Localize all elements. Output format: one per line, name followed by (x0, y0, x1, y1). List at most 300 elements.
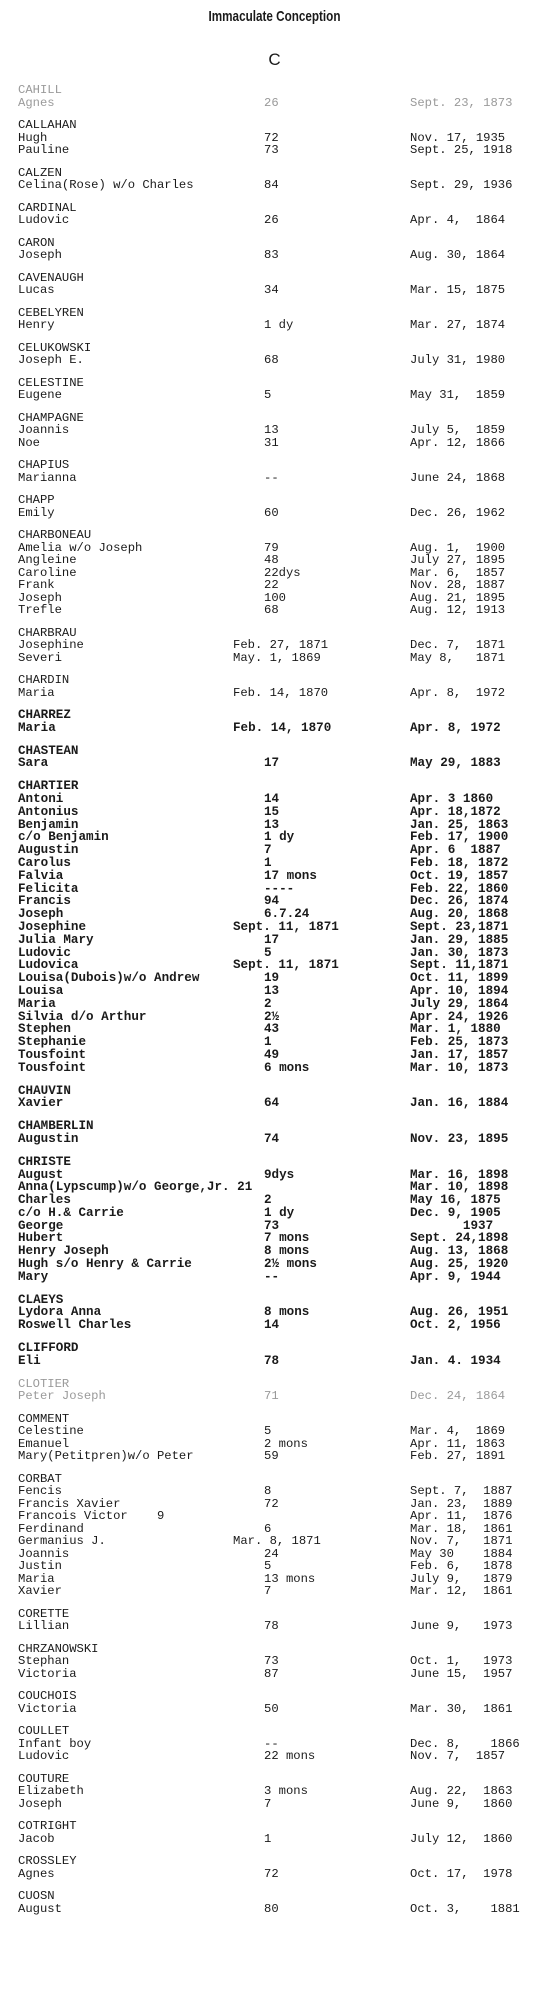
given-name: Augustin (18, 1131, 79, 1146)
surname-group (18, 1608, 540, 1633)
given-name: August (18, 1167, 64, 1182)
age-at-death: 5 (264, 388, 272, 402)
age-at-death: 48 (264, 553, 279, 567)
age-at-death: 5 (264, 945, 272, 960)
death-date: Apr. 11, 1876 (410, 1509, 513, 1524)
surname-heading: COUCHOIS (18, 1689, 77, 1704)
death-date: Mar. 10, 1898 (410, 1180, 509, 1195)
surname-group (18, 1643, 540, 1681)
entry-row (18, 921, 540, 934)
death-date: May 29, 1883 (410, 756, 501, 771)
entry-row (18, 1620, 540, 1633)
entry-row (18, 1655, 540, 1668)
age-at-death: 79 (264, 540, 279, 555)
death-date: Mar. 10, 1873 (410, 1060, 509, 1075)
age-at-death: 13 (264, 423, 279, 437)
entry-row (18, 1798, 540, 1811)
death-date: Dec. 8, 1866 (410, 1736, 520, 1751)
given-name: Infant boy (18, 1736, 92, 1751)
given-name: Jacob (18, 1831, 55, 1846)
entry-row (18, 319, 540, 332)
entry-row (18, 1903, 540, 1916)
age-at-death: 17 (264, 932, 280, 947)
age-at-death: 84 (264, 178, 279, 192)
surname-heading: CLIFFORD (18, 1341, 79, 1356)
death-date: Mar. 6, 1857 (410, 565, 506, 580)
given-name: Antonius (18, 804, 79, 819)
age-at-death: 68 (264, 603, 279, 617)
surname-heading: CALLAHAN (18, 118, 77, 132)
age-at-death: 31 (264, 435, 279, 450)
entry-row (18, 687, 540, 700)
surname-group (18, 709, 540, 735)
birth-date: Feb. 14, 1870 (233, 685, 329, 700)
age-at-death: 3 mons (264, 1784, 308, 1799)
death-date: Jan. 23, 1889 (410, 1496, 513, 1511)
entry-row (18, 579, 540, 592)
surname-heading: CUOSN (18, 1889, 55, 1904)
given-name: Ludovic (18, 1749, 70, 1764)
given-name: c/o H.& Carrie (18, 1205, 124, 1220)
given-name: Victoria (18, 1666, 77, 1681)
death-date: Sept. 11,1871 (410, 958, 509, 973)
surname-group (18, 627, 540, 665)
entry-row (18, 1868, 540, 1881)
burial-entries-list (18, 84, 540, 1925)
given-name: Maria (18, 996, 56, 1011)
age-at-death: -- (264, 470, 279, 485)
age-at-death: 5 (264, 1559, 272, 1574)
death-date: Nov. 7, 1871 (410, 1534, 513, 1549)
given-name: Justin (18, 1559, 62, 1574)
age-at-death: 1 (264, 1035, 272, 1050)
death-date: Feb. 18, 1872 (410, 855, 509, 870)
given-name: Amelia w/o Joseph (18, 540, 143, 555)
death-date: Jan. 4. 1934 (410, 1353, 501, 1368)
age-at-death: 17 mons (264, 868, 317, 883)
surname-group (18, 167, 540, 192)
death-date: Aug. 13, 1868 (410, 1244, 509, 1259)
surname-group (18, 84, 540, 109)
surname-group (18, 1820, 540, 1845)
death-date: Apr. 4, 1864 (410, 213, 506, 227)
age-at-death: 24 (264, 1546, 279, 1561)
entry-row (18, 870, 540, 883)
surname-heading: COUTURE (18, 1771, 70, 1786)
age-at-death: -- (264, 1736, 279, 1751)
entry-row (18, 806, 540, 819)
given-name: Xavier (18, 1096, 64, 1111)
given-name: Henry Joseph (18, 1244, 109, 1259)
given-name: Tousfoint (18, 1047, 87, 1062)
entry-row (18, 1390, 540, 1403)
surname-heading: CHAUVIN (18, 1083, 71, 1098)
entry-row (18, 1258, 540, 1271)
death-date: Mar. 16, 1898 (410, 1167, 509, 1182)
age-at-death: 6 mons (264, 1060, 310, 1075)
surname-heading: CHASTEAN (18, 743, 79, 758)
surname-group (18, 1294, 540, 1332)
given-name: Mary(Petitpren)w/o Peter (18, 1449, 194, 1464)
entry-row (18, 354, 540, 367)
age-at-death: 26 (264, 213, 279, 227)
given-name: Louisa(Dubois)w/o Andrew (18, 971, 200, 986)
birth-date: May. 1, 1869 (233, 650, 321, 665)
death-date: Oct. 11, 1899 (410, 971, 509, 986)
age-at-death: 94 (264, 894, 280, 909)
birth-date: Mar. 8, 1871 (233, 1534, 321, 1549)
surname-heading: CHAMPAGNE (18, 410, 84, 425)
death-date: Sept. 24,1898 (410, 1231, 509, 1246)
surname-heading: COTRIGHT (18, 1819, 77, 1834)
given-name: Lydora Anna (18, 1305, 102, 1320)
entry-row (18, 857, 540, 870)
age-at-death: 1 dy (264, 318, 294, 332)
entry-row (18, 1560, 540, 1573)
entry-row (18, 437, 540, 450)
death-date: Jan. 25, 1863 (410, 817, 509, 832)
given-name: Stephen (18, 1022, 71, 1037)
given-name: Falvia (18, 868, 64, 883)
age-at-death: 73 (264, 1654, 279, 1669)
birth-date: Feb. 27, 1871 (233, 638, 329, 652)
surname-heading: CELUKOWSKI (18, 340, 92, 355)
age-at-death: 2 mons (264, 1436, 308, 1451)
surname-heading: CORBAT (18, 1471, 62, 1486)
given-name: Germanius J. (18, 1534, 106, 1549)
age-at-death: 22dys (264, 565, 301, 580)
entry-row (18, 214, 540, 227)
entry-row (18, 998, 540, 1011)
age-at-death: ---- (264, 881, 295, 896)
death-date: Dec. 26, 1874 (410, 894, 509, 909)
given-name: Anna(Lypscump)w/o George,Jr. 21 (18, 1180, 253, 1195)
death-date: Sept. 23,1871 (410, 919, 509, 934)
death-date: Mar. 27, 1874 (410, 318, 506, 332)
given-name: Antoni (18, 791, 64, 806)
age-at-death: 83 (264, 248, 279, 262)
death-date: Oct. 17, 1978 (410, 1866, 513, 1881)
surname-heading: CHARBONEAU (18, 528, 92, 542)
given-name: Lucas (18, 283, 55, 297)
surname-heading: CHARREZ (18, 708, 71, 722)
section-letter: C (268, 50, 281, 69)
age-at-death: 2½ mons (264, 1257, 317, 1272)
given-name: Ludovica (18, 958, 79, 973)
death-date: July 27, 1895 (410, 553, 506, 567)
entry-row (18, 757, 540, 770)
given-name: Ferdinand (18, 1521, 84, 1536)
given-name: Maria (18, 1571, 55, 1586)
given-name: Francois Victor 9 (18, 1509, 165, 1524)
death-date: July 5, 1859 (410, 423, 506, 437)
surname-group (18, 1773, 540, 1811)
death-date: Jan. 29, 1885 (410, 932, 509, 947)
death-date: Nov. 28, 1887 (410, 578, 506, 592)
given-name: Stephanie (18, 1035, 87, 1050)
entry-row (18, 389, 540, 402)
age-at-death: 13 mons (264, 1571, 316, 1586)
surname-group (18, 494, 540, 519)
age-at-death: 100 (264, 590, 286, 605)
age-at-death: 8 mons (264, 1305, 310, 1320)
death-date: Dec. 24, 1864 (410, 1389, 506, 1404)
surname-heading: COMMENT (18, 1411, 70, 1426)
entry-row (18, 1750, 540, 1763)
death-date: Jan. 30, 1873 (410, 945, 509, 960)
given-name: August (18, 1901, 62, 1916)
entry-row (18, 652, 540, 665)
death-date: Sept. 23, 1873 (410, 95, 513, 110)
surname-heading: CAHILL (18, 83, 62, 97)
death-date: Aug. 30, 1864 (410, 248, 506, 262)
age-at-death: 64 (264, 1096, 280, 1111)
entry-row (18, 1425, 540, 1438)
given-name: Emily (18, 505, 55, 520)
entry-row (18, 1833, 540, 1846)
given-name: Louisa (18, 983, 64, 998)
age-at-death: 73 (264, 1218, 280, 1233)
entry-row (18, 424, 540, 437)
entry-row (18, 1355, 540, 1368)
given-name: Hubert (18, 1231, 64, 1246)
death-date: Oct. 2, 1956 (410, 1318, 501, 1333)
given-name: Celestine (18, 1424, 84, 1439)
surname-group (18, 459, 540, 484)
death-date: Mar. 15, 1875 (410, 283, 506, 297)
given-name: Julia Mary (18, 932, 94, 947)
surname-group (18, 745, 540, 771)
death-date: Apr. 12, 1866 (410, 435, 506, 450)
entry-row (18, 1097, 540, 1110)
given-name: Peter Joseph (18, 1389, 106, 1404)
surname-heading: CHAMBERLIN (18, 1119, 94, 1134)
given-name: Frank (18, 578, 55, 592)
age-at-death: 19 (264, 971, 280, 986)
entry-row (18, 793, 540, 806)
age-at-death: 22 (264, 578, 279, 592)
surname-group (18, 412, 540, 450)
age-at-death: 1 dy (264, 830, 295, 845)
given-name: Caroline (18, 565, 77, 580)
given-name: Maria (18, 685, 55, 700)
death-date: Aug. 12, 1913 (410, 603, 506, 617)
entry-row (18, 179, 540, 192)
death-date: Apr. 18,1872 (410, 804, 501, 819)
given-name: Xavier (18, 1584, 62, 1599)
surname-heading: CARON (18, 235, 55, 250)
surname-group (18, 1085, 540, 1111)
age-at-death: 1 (264, 1831, 272, 1846)
age-at-death: 1 (264, 855, 272, 870)
death-date: July 9, 1879 (410, 1571, 513, 1586)
surname-heading: CLAEYS (18, 1292, 64, 1307)
given-name: Tousfoint (18, 1060, 87, 1075)
entry-row (18, 144, 540, 157)
death-date: Aug. 21, 1895 (410, 590, 506, 605)
age-at-death: 15 (264, 804, 280, 819)
surname-heading: CHRZANOWSKI (18, 1641, 99, 1656)
age-at-death: 72 (264, 130, 279, 145)
surname-group (18, 1413, 540, 1463)
age-at-death: 9dys (264, 1167, 295, 1182)
given-name: Mary (18, 1269, 49, 1284)
age-at-death: 2½ (264, 1009, 280, 1024)
death-date: Feb. 17, 1900 (410, 830, 509, 845)
given-name: Joseph (18, 907, 64, 922)
given-name: Victoria (18, 1701, 77, 1716)
given-name: c/o Benjamin (18, 830, 109, 845)
surname-group (18, 342, 540, 367)
surname-group (18, 202, 540, 227)
surname-heading: COULLET (18, 1724, 70, 1739)
surname-heading: CHAPP (18, 493, 55, 507)
age-at-death: 8 mons (264, 1244, 310, 1259)
death-date: Aug. 22, 1863 (410, 1784, 513, 1799)
given-name: Francis Xavier (18, 1496, 121, 1511)
given-name: Roswell Charles (18, 1318, 132, 1333)
entry-row (18, 1485, 540, 1498)
death-date: Nov. 23, 1895 (410, 1131, 509, 1146)
entry-row (18, 554, 540, 567)
age-at-death: 7 (264, 843, 272, 858)
surname-group (18, 1342, 540, 1368)
given-name: Josephine (18, 919, 87, 934)
given-name: Ludovic (18, 213, 70, 227)
death-date: June 9, 1973 (410, 1619, 513, 1634)
given-name: Sara (18, 756, 49, 771)
age-at-death: 7 mons (264, 1231, 310, 1246)
document-title: Immaculate Conception (208, 8, 341, 25)
given-name: Benjamin (18, 817, 79, 832)
surname-group (18, 1690, 540, 1715)
age-at-death: 78 (264, 1619, 279, 1634)
death-date: Feb. 22, 1860 (410, 881, 509, 896)
age-at-death: 7 (264, 1796, 272, 1811)
entry-row (18, 249, 540, 262)
surname-group (18, 1156, 540, 1284)
entry-row (18, 1450, 540, 1463)
surname-heading: CALZEN (18, 165, 62, 180)
given-name: Eli (18, 1353, 41, 1368)
given-name: Ludovic (18, 945, 71, 960)
death-date: Apr. 9, 1944 (410, 1269, 501, 1284)
death-date: Aug. 20, 1868 (410, 907, 509, 922)
death-date: Oct. 19, 1857 (410, 868, 509, 883)
entry-row (18, 1036, 540, 1049)
death-date: June 24, 1868 (410, 470, 506, 485)
age-at-death: 7 (264, 1584, 272, 1599)
given-name: Joseph (18, 248, 62, 262)
given-name: Hugh (18, 130, 48, 145)
age-at-death: 1 dy (264, 1205, 295, 1220)
death-date: 1937 (410, 1218, 494, 1233)
age-at-death: 6 (264, 1521, 272, 1536)
given-name: Agnes (18, 95, 55, 110)
age-at-death: 13 (264, 983, 280, 998)
death-date: Aug. 26, 1951 (410, 1305, 509, 1320)
surname-heading: CHAPIUS (18, 458, 70, 472)
age-at-death: 72 (264, 1866, 279, 1881)
death-date: Mar. 18, 1861 (410, 1521, 513, 1536)
surname-heading: CELESTINE (18, 375, 84, 390)
given-name: Joseph (18, 1796, 62, 1811)
entry-row (18, 934, 540, 947)
death-date: Sept. 25, 1918 (410, 143, 513, 157)
given-name: Elizabeth (18, 1784, 84, 1799)
death-date: Mar. 4, 1869 (410, 1424, 506, 1439)
birth-date: Feb. 14, 1870 (233, 720, 332, 735)
age-at-death: 2 (264, 1193, 272, 1208)
death-date: July 12, 1860 (410, 1831, 513, 1846)
entry-row (18, 507, 540, 520)
given-name: Felicita (18, 881, 79, 896)
given-name: Trefle (18, 603, 62, 617)
death-date: Feb. 25, 1873 (410, 1035, 509, 1050)
death-date: May 31, 1859 (410, 388, 506, 402)
age-at-death: 73 (264, 143, 279, 157)
entry-row (18, 1319, 540, 1332)
death-date: Aug. 25, 1920 (410, 1257, 509, 1272)
death-date: May 30 1884 (410, 1546, 513, 1561)
death-date: Mar. 30, 1861 (410, 1701, 513, 1716)
death-date: July 29, 1864 (410, 996, 509, 1011)
death-date: Apr. 24, 1926 (410, 1009, 509, 1024)
death-date: Apr. 8, 1972 (410, 720, 501, 735)
birth-date: Sept. 11, 1871 (233, 919, 339, 934)
age-at-death: 13 (264, 817, 280, 832)
surname-heading: CROSSLEY (18, 1854, 77, 1869)
entry-row (18, 1535, 540, 1548)
given-name: Fencis (18, 1484, 62, 1499)
given-name: Charles (18, 1193, 71, 1208)
surname-group (18, 272, 540, 297)
given-name: Agnes (18, 1866, 55, 1881)
given-name: Noe (18, 435, 40, 450)
death-date: May 16, 1875 (410, 1193, 501, 1208)
death-date: Sept. 29, 1936 (410, 178, 513, 192)
given-name: Emanuel (18, 1436, 70, 1451)
death-date: Dec. 7, 1871 (410, 638, 506, 652)
surname-group (18, 377, 540, 402)
entry-row (18, 985, 540, 998)
age-at-death: 74 (264, 1131, 280, 1146)
death-date: Oct. 3, 1881 (410, 1901, 520, 1916)
surname-group (18, 1725, 540, 1763)
surname-group (18, 307, 540, 332)
age-at-death: 49 (264, 1047, 280, 1062)
surname-heading: CORETTE (18, 1606, 70, 1621)
entry-row (18, 639, 540, 652)
given-name: Eugene (18, 388, 62, 402)
surname-group (18, 1855, 540, 1880)
surname-heading: CAVENAUGH (18, 270, 84, 285)
surname-group (18, 1378, 540, 1403)
death-date: May 8, 1871 (410, 650, 506, 665)
death-date: Jan. 16, 1884 (410, 1096, 509, 1111)
birth-date: Sept. 11, 1871 (233, 958, 339, 973)
given-name: Stephan (18, 1654, 70, 1669)
age-at-death: 34 (264, 283, 279, 297)
entry-row (18, 1194, 540, 1207)
given-name: George (18, 1218, 64, 1233)
entry-row (18, 1049, 540, 1062)
surname-heading: CHRISTE (18, 1154, 71, 1169)
death-date: Mar. 12, 1861 (410, 1584, 513, 1599)
entry-row (18, 604, 540, 617)
entry-row (18, 722, 540, 735)
surname-group (18, 1473, 540, 1598)
